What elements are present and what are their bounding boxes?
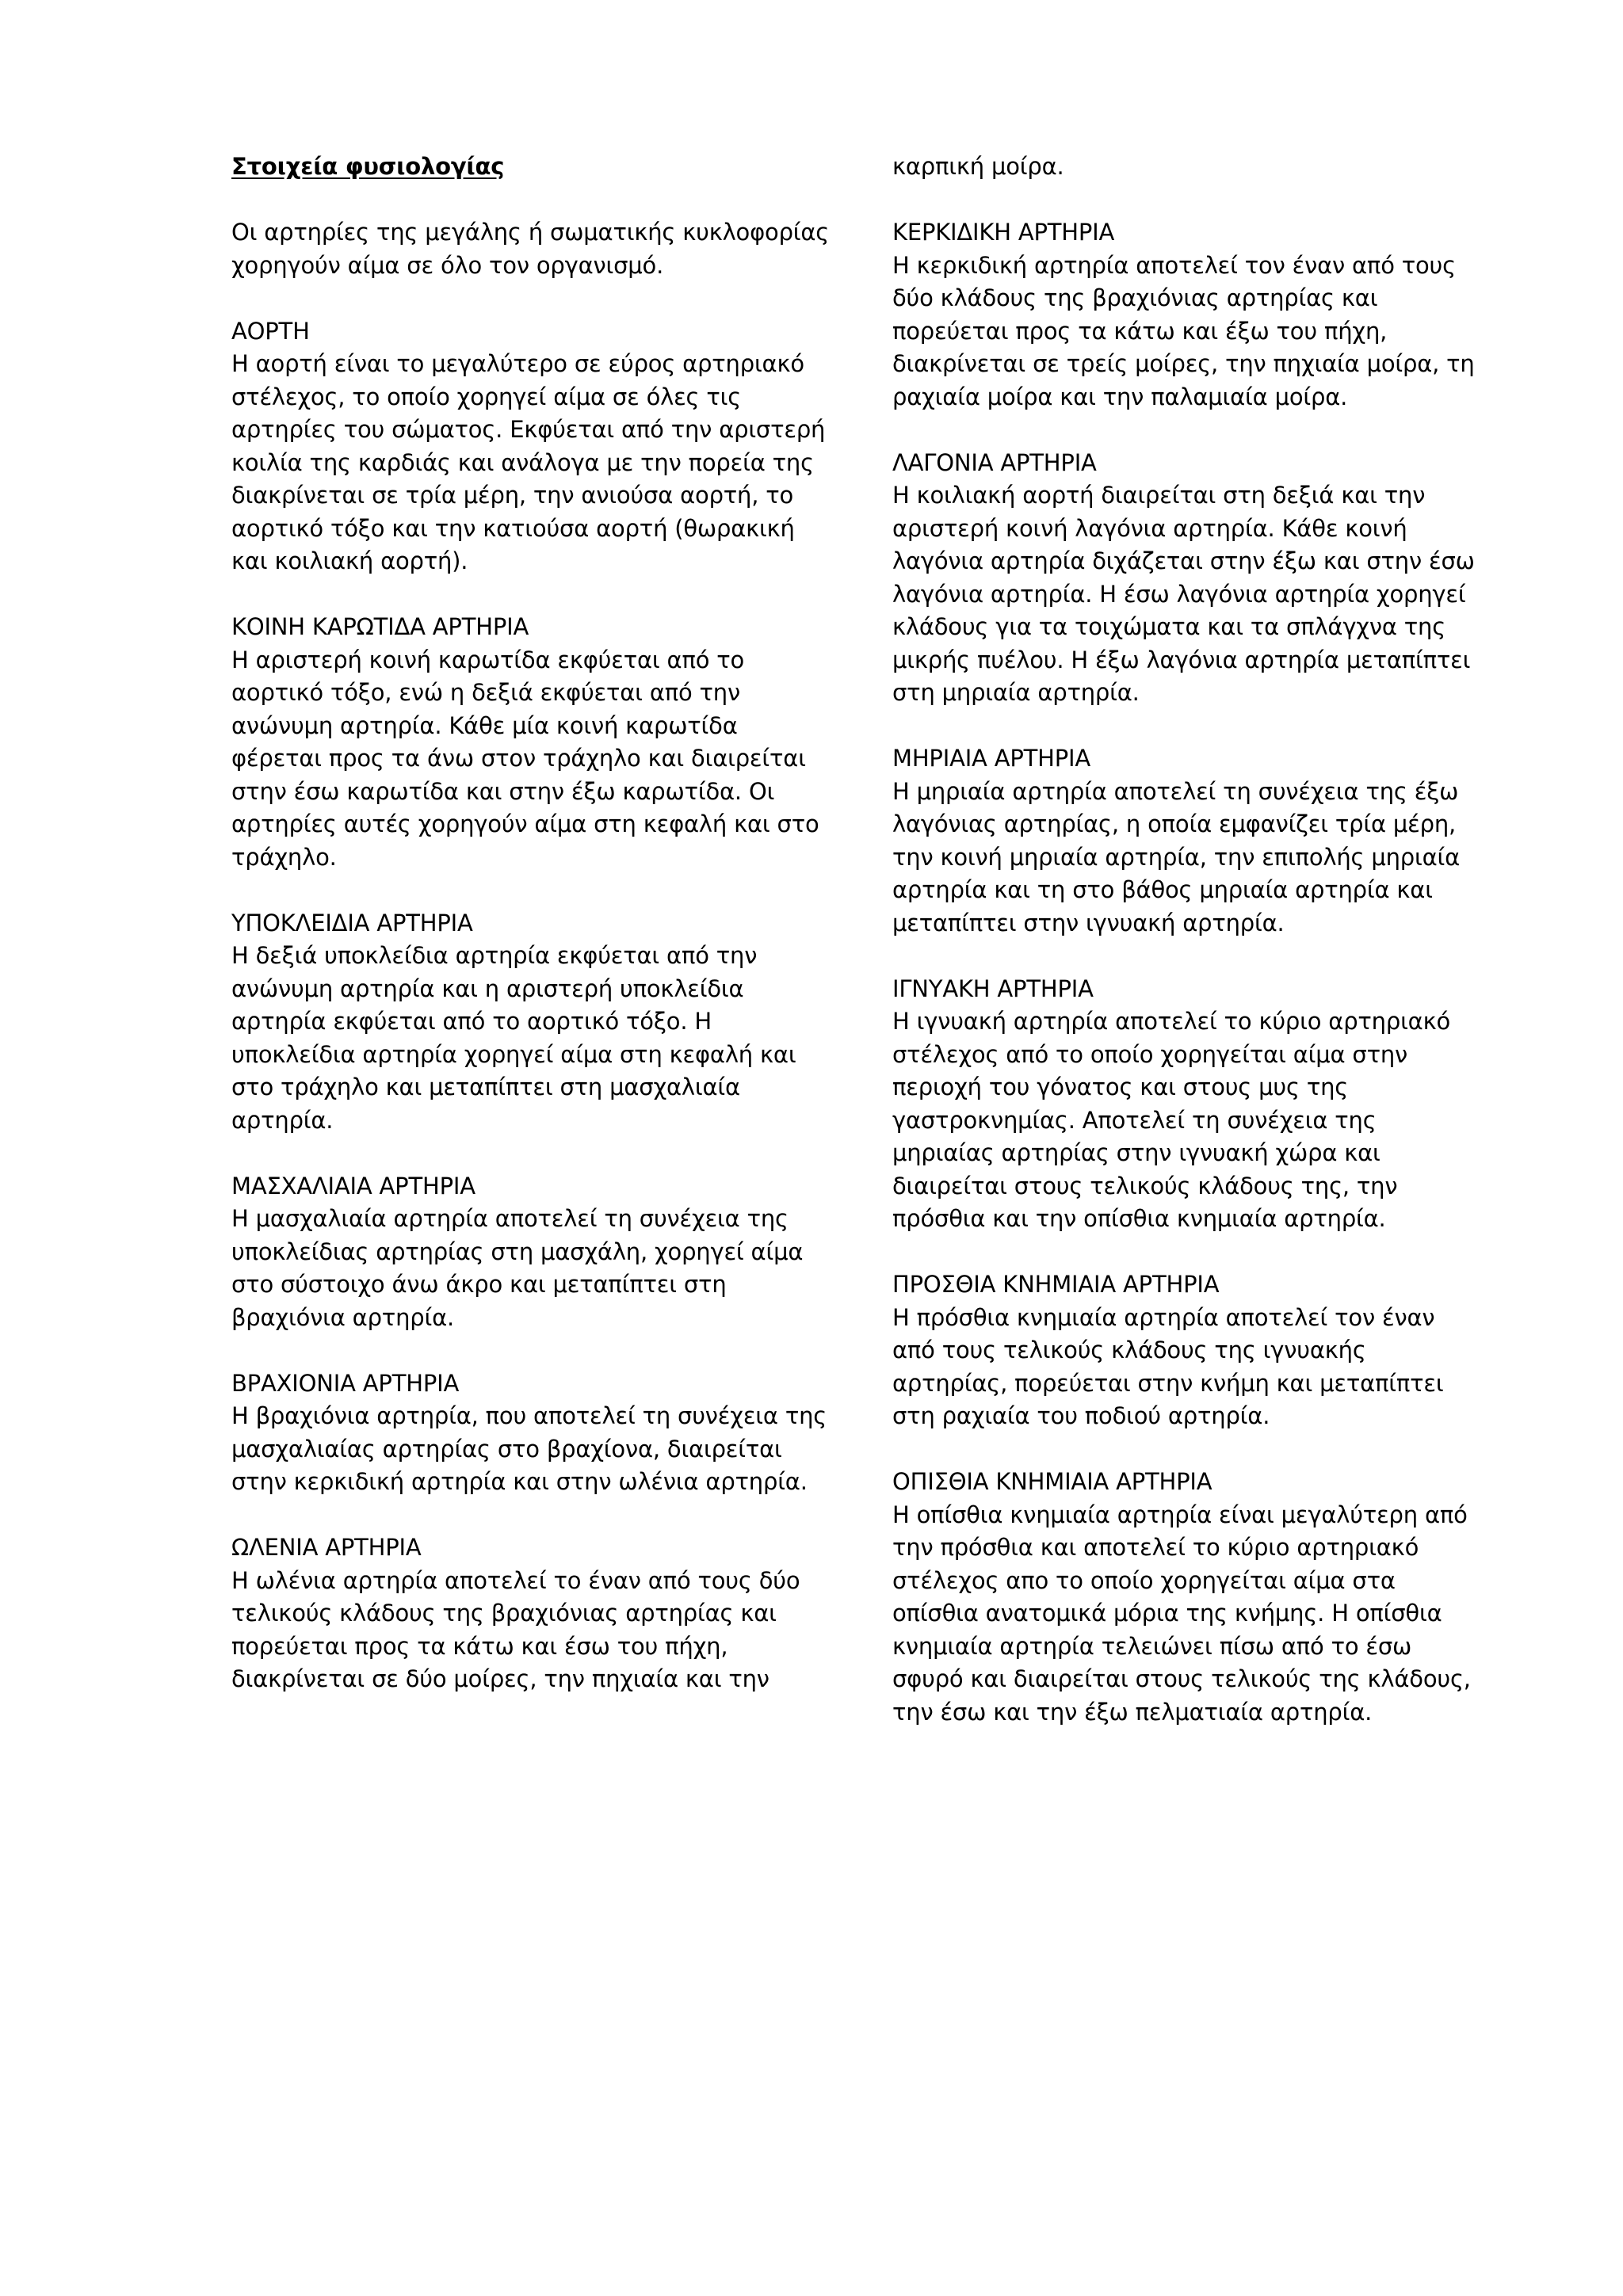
section-common-carotid — [231, 611, 834, 874]
section-heading: ΟΠΙΣΘΙΑ ΚΝΗΜΙΑΙΑ ΑΡΤΗΡΙΑ — [892, 1468, 1212, 1495]
section-subclavian — [231, 907, 834, 1138]
section-body: Η μασχαλιαία αρτηρία αποτελεί τη συνέχεια της υποκλείδιας αρτηρίας στη μασχάλη, χορηγεί αίμα στο σύστοιχο άνω άκρο και μεταπίπτει στη βραχιόνια αρτηρία. — [231, 1205, 804, 1331]
section-anterior-tibial — [892, 1268, 1479, 1433]
section-body: Η κερκιδική αρτηρία αποτελεί τον έναν από τους δύο κλάδους της βραχιόνιας αρτηρίας και πορεύεται προς τα κάτω και έξω του πήχη, διακρίνεται σε τρείς μοίρες, την πηχιαία μοίρα, τη ραχιαία μοίρα και την παλαμιαία μοίρα. — [892, 251, 1475, 410]
section-ulnar — [231, 1531, 834, 1696]
section-popliteal — [892, 973, 1479, 1236]
section-femoral — [892, 742, 1479, 940]
section-heading: ΚΕΡΚΙΔΙΚΗ ΑΡΤΗΡΙΑ — [892, 219, 1115, 246]
intro-paragraph: Οι αρτηρίες της μεγάλης ή σωματικής κυκλοφορίας χορηγούν αίμα σε όλο τον οργανισμό. — [231, 219, 830, 279]
section-body: Η πρόσθια κνημιαία αρτηρία αποτελεί τον έναν από τους τελικούς κλάδους της ιγνυακής αρτηρίας, πορεύεται στην κνήμη και μεταπίπτει στη ραχιαία του ποδιού αρτηρία. — [892, 1303, 1444, 1429]
continuation-text: καρπική μοίρα. — [892, 153, 1064, 180]
section-body: Η αριστερή κοινή καρωτίδα εκφύεται από το αορτικό τόξο, ενώ η δεξιά εκφύεται από την ανώνυμη αρτηρία. Κάθε μία κοινή καρωτίδα φέρεται προς τα άνω στον τράχηλο και διαιρείται στην έσω καρωτίδα και στην έξω καρωτίδα. Οι αρτηρίες αυτές χορηγούν αίμα στη κεφαλή και στο τράχηλο. — [231, 646, 819, 871]
section-body: Η οπίσθια κνημιαία αρτηρία είναι μεγαλύτερη από την πρόσθια και αποτελεί το κύριο αρτηριακό στέλεχος απο το οποίο χορηγείται αίμα στα οπίσθια ανατομικά μόρια της κνήμης. Η οπίσθια κνημιαία αρτηρία τελειώνει πίσω από το έσω σφυρό και διαιρείται στους τελικούς της κλάδους, την έσω και την έξω πελματιαία αρτηρία. — [892, 1501, 1471, 1726]
left-column — [231, 151, 834, 1729]
section-axillary — [231, 1170, 834, 1335]
section-heading: ΥΠΟΚΛΕΙΔΙΑ ΑΡΤΗΡΙΑ — [231, 909, 473, 936]
section-radial — [892, 216, 1479, 414]
section-body: Η κοιλιακή αορτή διαιρείται στη δεξιά και την αριστερή κοινή λαγόνια αρτηρία. Κάθε κοινή λαγόνια αρτηρία διχάζεται στην έξω και στην έσω λαγόνια αρτηρία. Η έσω λαγόνια αρτηρία χορηγεί κλάδους για τα τοιχώματα και τα σπλάγχνα της μικρής πυέλου. Η έξω λαγόνια αρτηρία μεταπίπτει στη μηριαία αρτηρία. — [892, 482, 1475, 706]
section-heading: ΑΟΡΤΗ — [231, 317, 310, 345]
section-body: Η αορτή είναι το μεγαλύτερο σε εύρος αρτηριακό στέλεχος, το οποίο χορηγεί αίμα σε όλες τις αρτηρίες του σώματος. Εκφύεται από την αριστερή κοιλία της καρδιάς και ανάλογα με την πορεία της διακρίνεται σε τρία μέρη, την ανιούσα αορτή, το αορτικό τόξο και την κατιούσα αορτή (θωρακική και κοιλιακή αορτή). — [231, 350, 826, 574]
section-aorta — [231, 315, 834, 578]
section-body: Η μηριαία αρτηρία αποτελεί τη συνέχεια της έξω λαγόνιας αρτηρίας, η οποία εμφανίζει τρία μέρη, την κοινή μηριαία αρτηρία, την επιπολής μηριαία αρτηρία και τη στο βάθος μηριαία αρτηρία και μεταπίπτει στην ιγνυακή αρτηρία. — [892, 777, 1461, 936]
section-heading: ΜΗΡΙΑΙΑ ΑΡΤΗΡΙΑ — [892, 745, 1091, 772]
document-title: Στοιχεία φυσιολογίας — [231, 153, 505, 180]
section-heading: ΚΟΙΝΗ ΚΑΡΩΤΙΔΑ ΑΡΤΗΡΙΑ — [231, 613, 529, 640]
section-body: Η ωλένια αρτηρία αποτελεί το έναν από τους δύο τελικούς κλάδους της βραχιόνιας αρτηρίας και πορεύεται προς τα κάτω και έσω του πήχη, διακρίνεται σε δύο μοίρες, την πηχιαία και την — [231, 1566, 800, 1692]
section-posterior-tibial — [892, 1466, 1479, 1729]
section-body: Η βραχιόνια αρτηρία, που αποτελεί τη συνέχεια της μασχαλιαίας αρτηρίας στο βραχίονα, διαιρείται στην κερκιδική αρτηρία και στην ωλένια αρτηρία. — [231, 1402, 827, 1495]
right-column — [892, 151, 1479, 1762]
section-heading: ΒΡΑΧΙΟΝΙΑ ΑΡΤΗΡΙΑ — [231, 1369, 460, 1397]
section-heading: ΙΓΝΥΑΚΗ ΑΡΤΗΡΙΑ — [892, 974, 1094, 1002]
section-brachial — [231, 1367, 834, 1499]
section-heading: ΜΑΣΧΑΛΙΑΙΑ ΑΡΤΗΡΙΑ — [231, 1172, 475, 1199]
section-heading: ΠΡΟΣΘΙΑ ΚΝΗΜΙΑΙΑ ΑΡΤΗΡΙΑ — [892, 1271, 1220, 1298]
section-body: Η δεξιά υποκλείδια αρτηρία εκφύεται από την ανώνυμη αρτηρία και η αριστερή υποκλείδια αρτηρία εκφύεται από το αορτικό τόξο. Η υποκλείδια αρτηρία χορηγεί αίμα στη κεφαλή και στο τράχηλο και μεταπίπτει στη μασχαλιαία αρτηρία. — [231, 942, 796, 1134]
section-heading: ΩΛΕΝΙΑ ΑΡΤΗΡΙΑ — [231, 1534, 422, 1561]
section-iliac — [892, 447, 1479, 710]
section-heading: ΛΑΓΟΝΙΑ ΑΡΤΗΡΙΑ — [892, 448, 1097, 476]
section-body: Η ιγνυακή αρτηρία αποτελεί το κύριο αρτηριακό στέλεχος από το οποίο χορηγείται αίμα στην περιοχή του γόνατος και στους μυς της γαστροκνημίας. Αποτελεί τη συνέχεια της μηριαίας αρτηρίας στην ιγνυακή χώρα και διαιρείται στους τελικούς κλάδους της, την πρόσθια και την οπίσθια κνημιαία αρτηρία. — [892, 1008, 1451, 1232]
